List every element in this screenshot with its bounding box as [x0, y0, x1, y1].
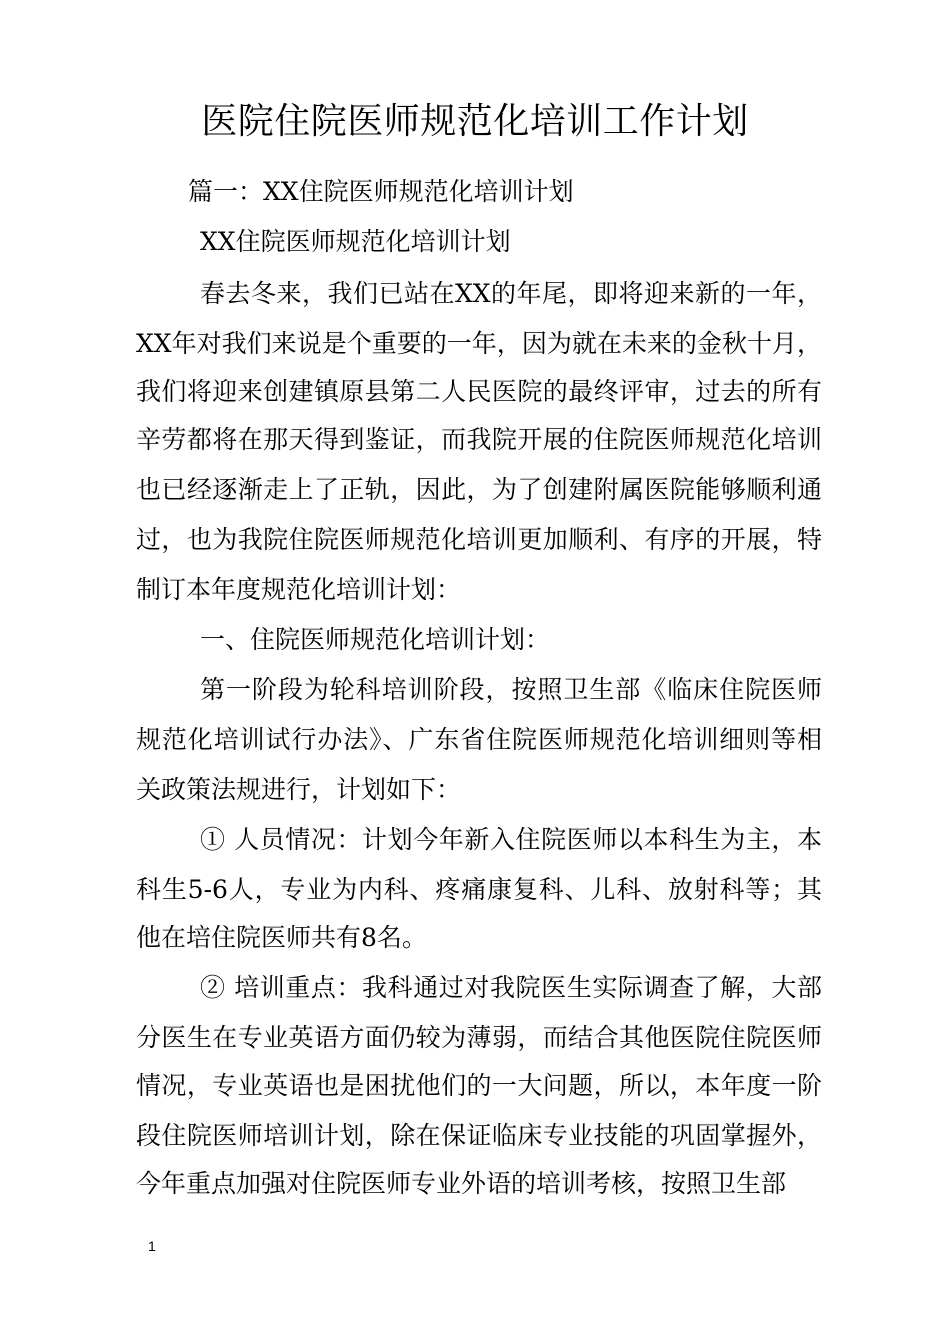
paragraph-line: 辛劳都将在那天得到鉴证，而我院开展的住院医师规范化培训 [136, 425, 822, 454]
paragraph-line: 过，也为我院住院医师规范化培训更加顺利、有序的开展，特 [136, 525, 822, 554]
list-item-line: 今年重点加强对住院医师专业外语的培训考核，按照卫生部 [136, 1169, 787, 1198]
list-item-line: ① 人员情况：计划今年新入住院医师以本科生为主，本 [200, 825, 822, 854]
page-number: 1 [148, 1238, 156, 1254]
list-item-line: ② 培训重点：我科通过对我院医生实际调查了解，大部 [200, 973, 822, 1002]
paragraph-line: 规范化培训试行办法》、广东省住院医师规范化培训细则等相 [136, 725, 822, 754]
list-item-line: 情况，专业英语也是困扰他们的一大问题，所以，本年度一阶 [136, 1071, 822, 1100]
paragraph-line: 春去冬来，我们已站在XX的年尾，即将迎来新的一年， [200, 279, 822, 308]
subsection-heading: XX住院医师规范化培训计划 [200, 227, 511, 256]
list-item-line: 科生5-6人，专业为内科、疼痛康复科、儿科、放射科等；其 [136, 875, 822, 904]
paragraph-line: 第一阶段为轮科培训阶段，按照卫生部《临床住院医师 [200, 675, 822, 704]
paragraph-line: 制订本年度规范化培训计划： [136, 575, 462, 604]
list-item-line: 段住院医师培训计划，除在保证临床专业技能的巩固掌握外， [136, 1121, 822, 1150]
list-item-line: 分医生在专业英语方面仍较为薄弱，而结合其他医院住院医师 [136, 1023, 822, 1052]
section-heading: 篇一：XX住院医师规范化培训计划 [188, 177, 574, 206]
section-heading: 一、住院医师规范化培训计划： [200, 625, 551, 654]
document-title: 医院住院医师规范化培训工作计划 [201, 101, 749, 142]
paragraph-line: XX年对我们来说是个重要的一年，因为就在未来的金秋十月， [136, 329, 822, 358]
paragraph-line: 关政策法规进行，计划如下： [136, 775, 462, 804]
paragraph-line: 也已经逐渐走上了正轨，因此，为了创建附属医院能够顺利通 [136, 475, 822, 504]
list-item-line: 他在培住院医师共有8名。 [136, 923, 427, 952]
paragraph-line: 我们将迎来创建镇原县第二人民医院的最终评审，过去的所有 [136, 377, 822, 406]
